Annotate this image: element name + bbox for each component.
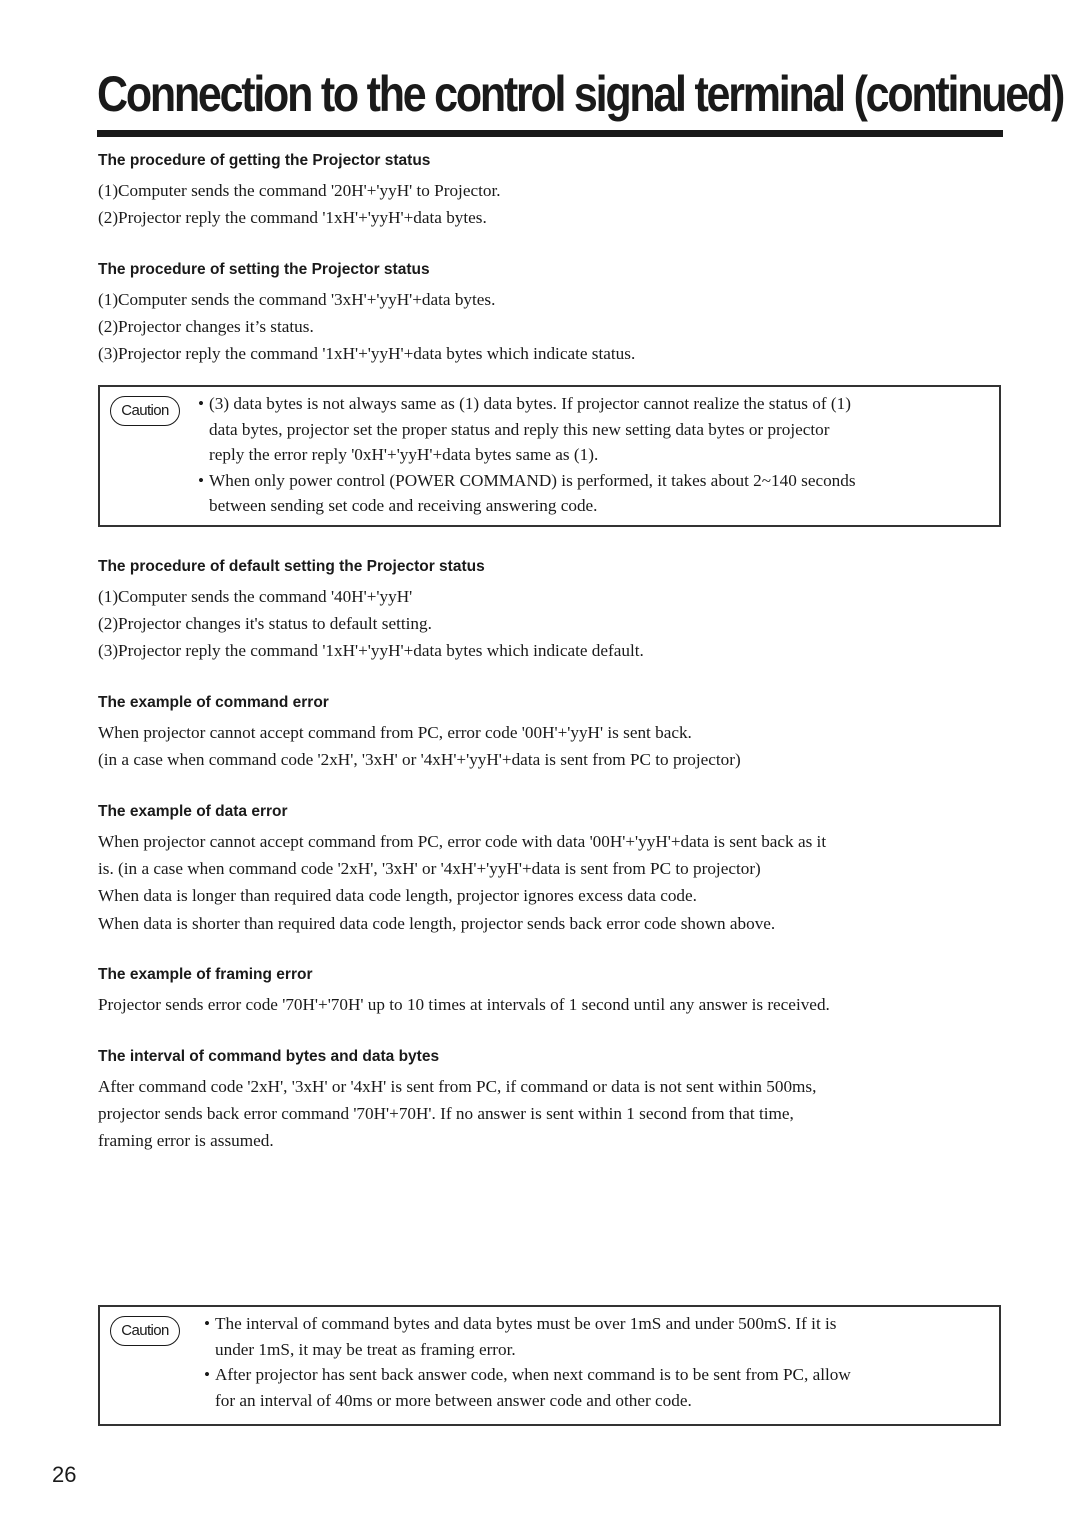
bullet-icon: • (198, 470, 205, 490)
text-line: (2)Projector changes it's status to default setting. (98, 614, 432, 634)
text-line: (1)Computer sends the command '40H'+'yyH' (98, 587, 413, 606)
caution-bullet-list (204, 1311, 993, 1413)
text-line: (2)Projector changes it’s status. (98, 317, 314, 337)
text-line: After projector has sent back answer code, when next command is to be sent from PC, allow (215, 1365, 851, 1384)
bullet-icon: • (204, 1365, 211, 1384)
text-line: After command code '2xH', '3xH' or '4xH' is sent from PC, if command or data is not sent within 500ms, (98, 1077, 817, 1096)
text-line: The interval of command bytes and data bytes must be over 1mS and under 500mS. If it is (215, 1314, 837, 1333)
caution-box (98, 385, 1001, 527)
text-line: under 1mS, it may be treat as framing error. (215, 1339, 516, 1359)
page-number: 26 (52, 1462, 77, 1487)
bullet-icon: • (204, 1314, 211, 1333)
text-line: (3)Projector reply the command '1xH'+'yyH'+data bytes which indicate default. (98, 641, 644, 661)
section-heading: The interval of command bytes and data bytes (98, 1048, 440, 1065)
text-line: for an interval of 40ms or more between answer code and other code. (215, 1390, 692, 1410)
caution-bullet-list (198, 391, 993, 519)
text-line: When only power control (POWER COMMAND) is performed, it takes about 2~140 seconds (209, 470, 856, 490)
section-heading: The procedure of default setting the Projector status (98, 558, 485, 575)
caution-bullet (198, 391, 993, 468)
text-line: When data is longer than required data code length, projector ignores excess data code. (98, 886, 697, 906)
text-line: When projector cannot accept command from PC, error code with data '00H'+'yyH'+data is sent back as it (98, 832, 827, 851)
bullet-icon: • (198, 394, 205, 413)
caution-bullet (204, 1362, 993, 1413)
section-heading: The example of data error (98, 803, 288, 820)
text-line: framing error is assumed. (98, 1131, 274, 1151)
text-line: Projector sends error code '70H'+'70H' up to 10 times at intervals of 1 second until any answer is received. (98, 995, 830, 1014)
section-heading: The procedure of getting the Projector status (98, 152, 431, 169)
text-line: (2)Projector reply the command '1xH'+'yyH'+data bytes. (98, 208, 487, 228)
text-line: (in a case when command code '2xH', '3xH' or '4xH'+'yyH'+data is sent from PC to projector) (98, 750, 741, 770)
section-framing-error (98, 965, 998, 1018)
text-line: data bytes, projector set the proper status and reply this new setting data bytes or projector (209, 419, 830, 439)
text-line: is. (in a case when command code '2xH', '3xH' or '4xH'+'yyH'+data is sent from PC to projector) (98, 859, 761, 879)
text-line: (3) data bytes is not always same as (1) data bytes. If projector cannot realize the status of (1) (209, 394, 851, 413)
text-line: When data is shorter than required data code length, projector sends back error code shown above. (98, 913, 776, 933)
section-heading: The procedure of setting the Projector status (98, 261, 430, 278)
caution-badge: Caution (110, 1316, 180, 1346)
text-line: projector sends back error command '70H'+70H'. If no answer is sent within 1 second from that time, (98, 1104, 794, 1124)
title-rule-divider (97, 130, 1003, 137)
section-getting-status (98, 151, 998, 231)
text-line: reply the error reply '0xH'+'yyH'+data bytes same as (1). (209, 445, 599, 464)
section-interval (98, 1047, 998, 1155)
section-heading: The example of framing error (98, 966, 313, 983)
text-line: (1)Computer sends the command '20H'+'yyH' to Projector. (98, 181, 501, 200)
caution-bullet (204, 1311, 993, 1362)
text-line: (1)Computer sends the command '3xH'+'yyH'+data bytes. (98, 290, 496, 309)
text-line: (3)Projector reply the command '1xH'+'yyH'+data bytes which indicate status. (98, 344, 636, 364)
section-heading: The example of command error (98, 694, 329, 711)
text-line: between sending set code and receiving answering code. (209, 496, 598, 515)
page-title: Connection to the control signal terminal (continued) (97, 66, 1064, 122)
section-data-error (98, 802, 998, 937)
text-line: When projector cannot accept command from PC, error code '00H'+'yyH' is sent back. (98, 723, 692, 742)
section-command-error (98, 693, 998, 773)
section-default-setting (98, 557, 998, 665)
section-setting-status (98, 260, 998, 368)
caution-badge: Caution (110, 396, 180, 426)
caution-box (98, 1305, 1001, 1426)
caution-bullet (198, 468, 993, 519)
